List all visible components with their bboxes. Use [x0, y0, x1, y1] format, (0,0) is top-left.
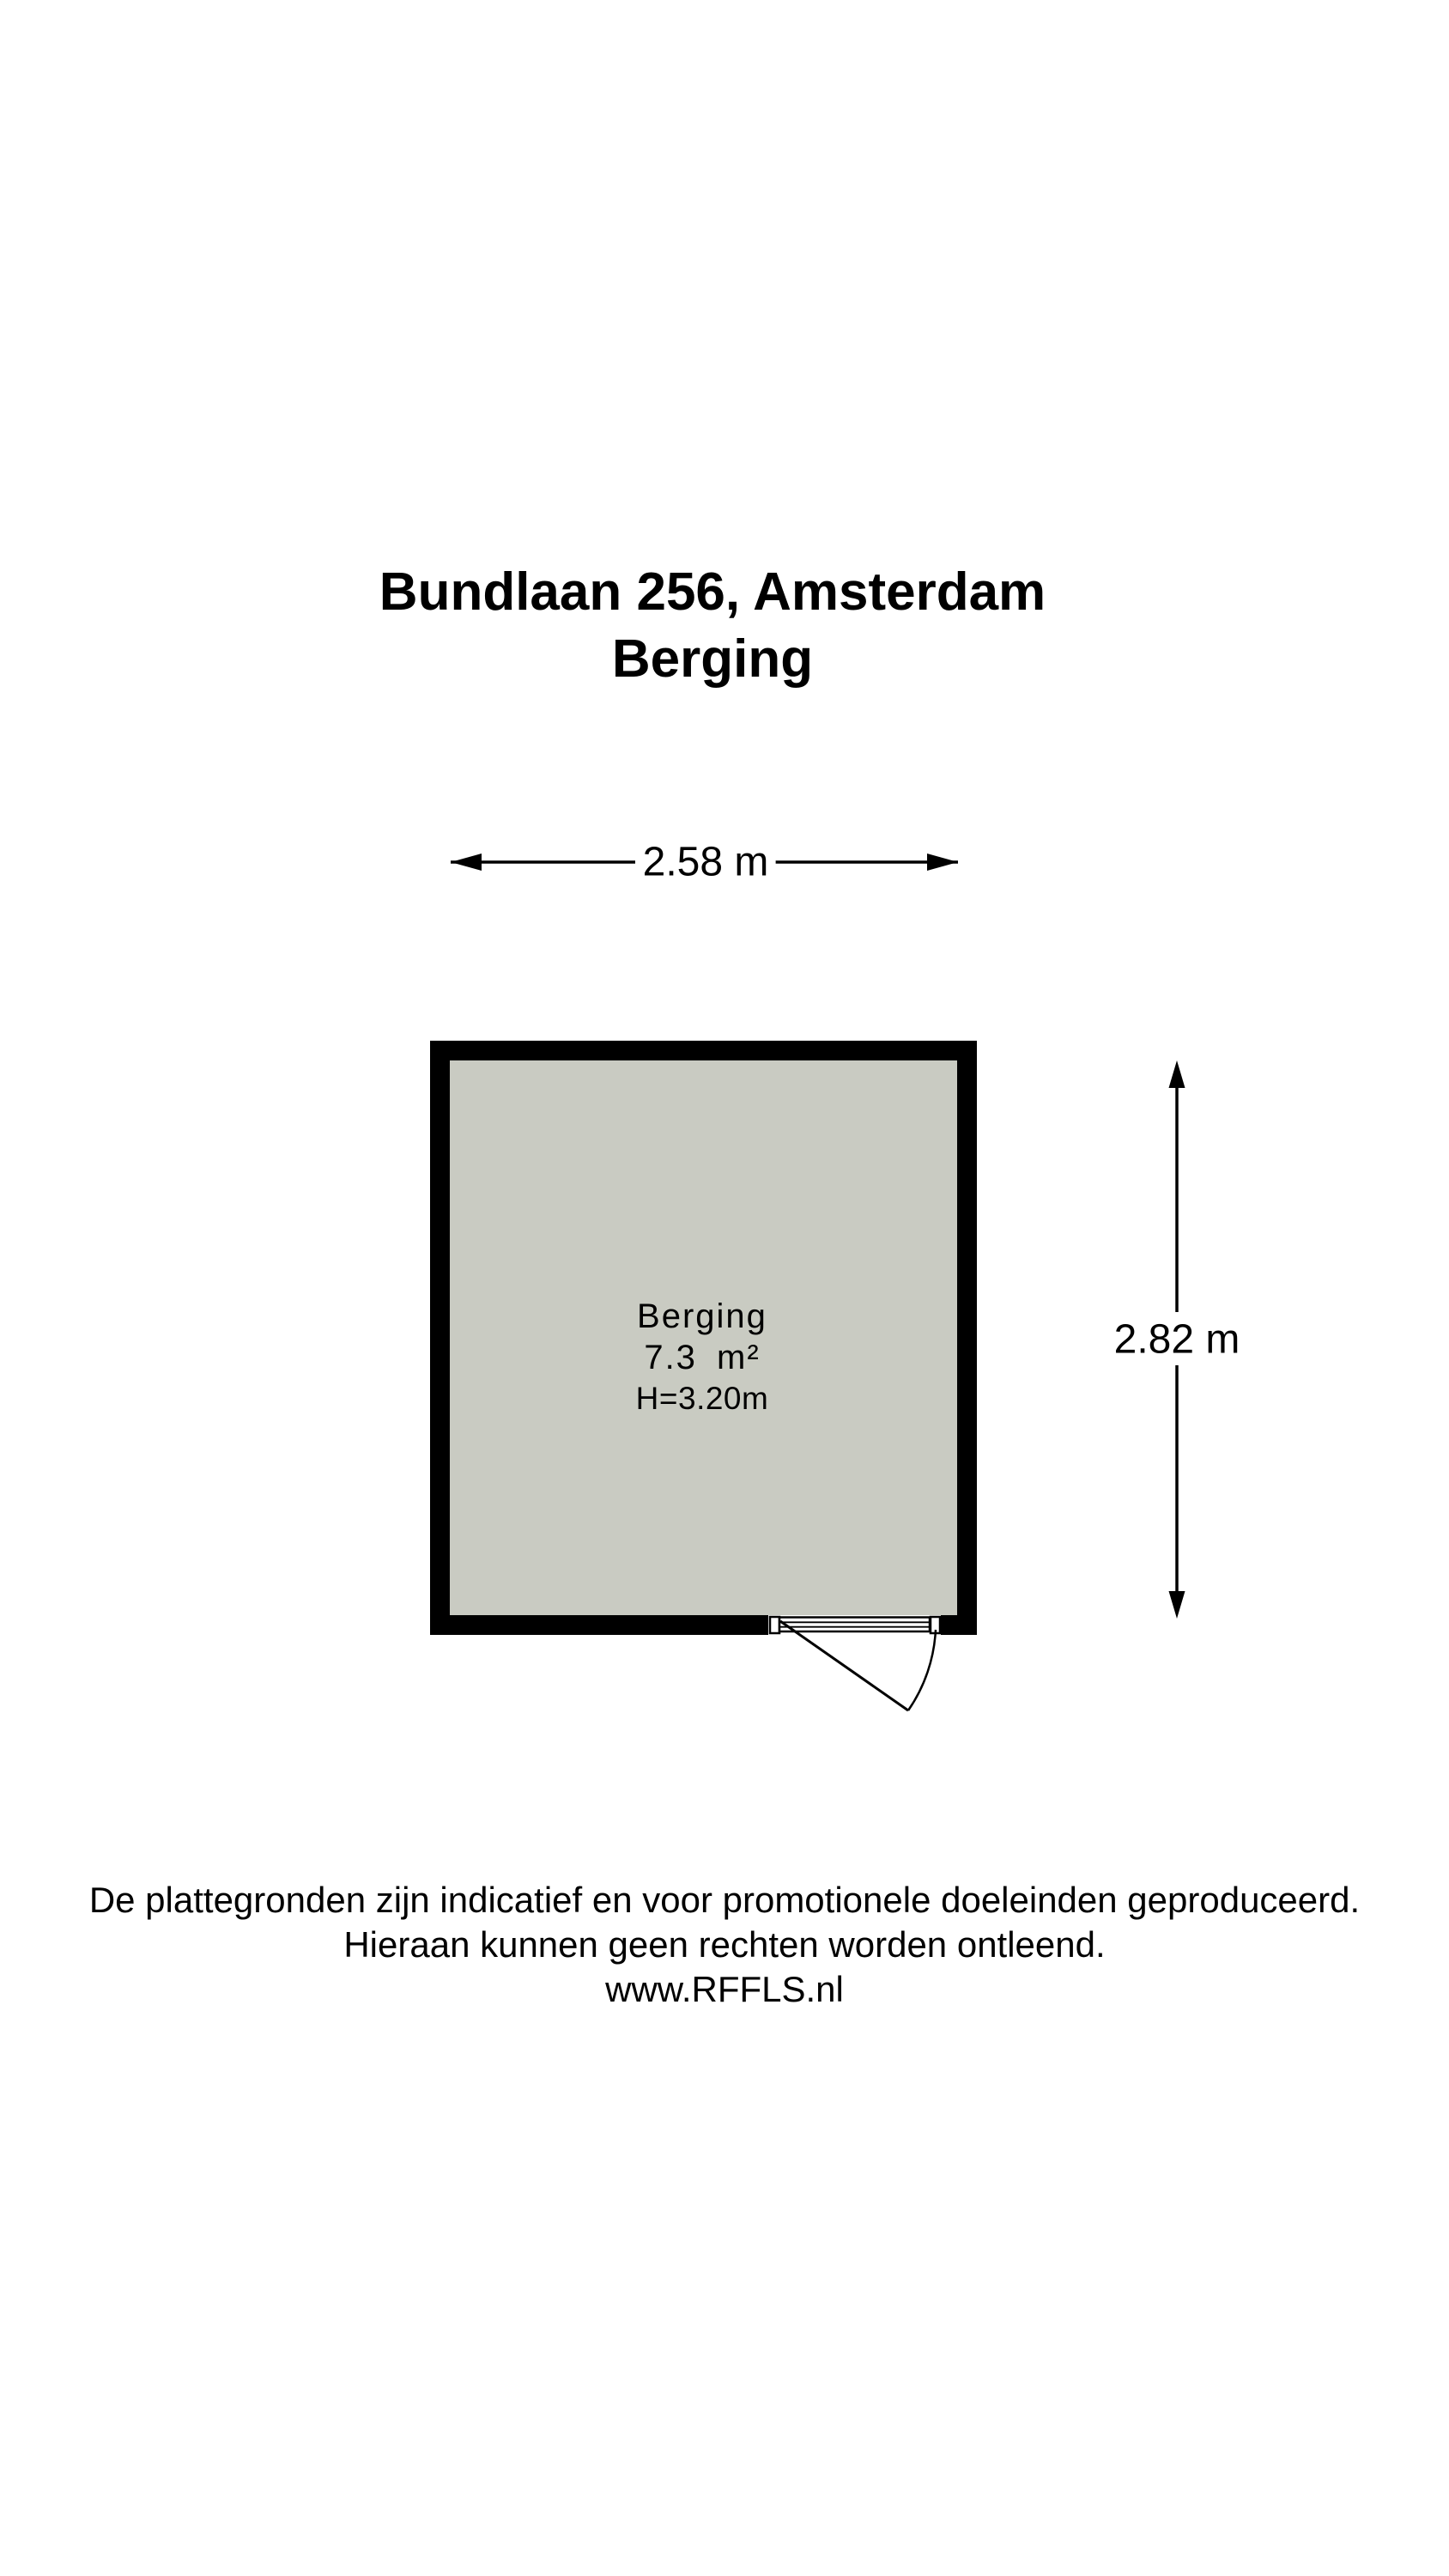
plan-title-room: Berging: [611, 629, 814, 689]
disclaimer-line-1: De plattegronden zijn indicatief en voor promotionele doeleinden geproduceerd.: [88, 1880, 1361, 1920]
height-arrowhead-bottom: [1169, 1591, 1185, 1619]
door-swing-arc: [908, 1630, 936, 1710]
width-arrowhead-left: [451, 854, 482, 871]
plan-title-address: Bundlaan 256, Amsterdam: [379, 562, 1046, 622]
website-url: www.RFFLS.nl: [605, 1969, 844, 2009]
door-threshold: [779, 1618, 930, 1632]
room-name: Berging: [637, 1297, 767, 1335]
height-arrowhead-top: [1169, 1060, 1185, 1088]
room-label: [636, 1296, 769, 1419]
room-ceiling-height: H=3.20m: [635, 1381, 769, 1416]
room-area: 7.3 m²: [644, 1339, 761, 1376]
height-dimension-label: 2.82 m: [1107, 1316, 1247, 1364]
disclaimer-line-2: Hieraan kunnen geen rechten worden ontleend.: [343, 1924, 1106, 1965]
door-jamb-left: [770, 1617, 779, 1633]
disclaimer: [0, 1878, 1449, 2012]
width-arrowhead-right: [927, 854, 958, 871]
width-dimension-label: 2.58 m: [636, 839, 776, 886]
